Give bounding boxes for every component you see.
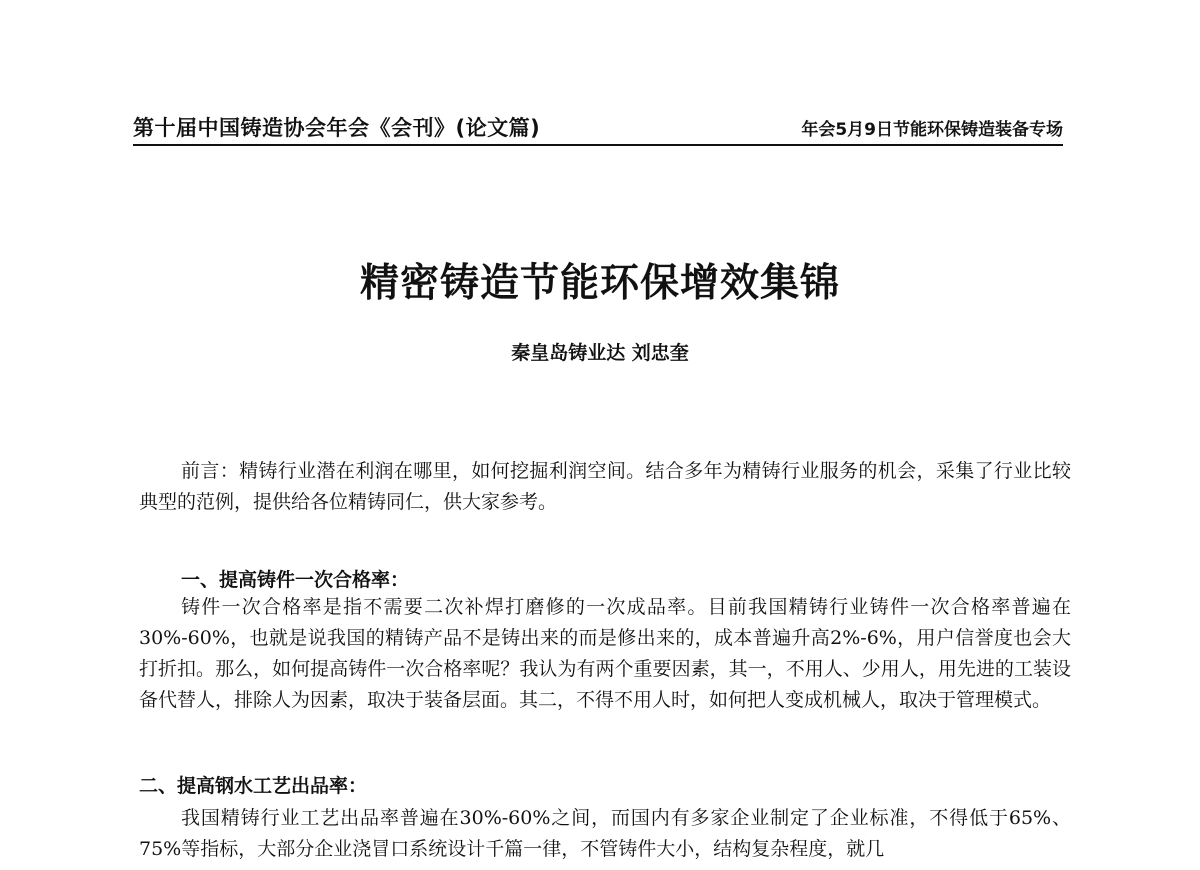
article-title: 精密铸造节能环保增效集锦	[359, 261, 840, 306]
preface-paragraph	[139, 456, 1071, 518]
running-header	[133, 108, 1063, 146]
section-2-paragraph	[139, 803, 1071, 865]
preface-text: 前言：精铸行业潜在利润在哪里，如何挖掘利润空间。结合多年为精铸行业服务的机会，采集了行业比较典型的范例，提供给各位精铸同仁，供大家参考。	[139, 460, 1071, 513]
session-title: 年会5月9日节能环保铸造装备专场	[801, 120, 1063, 140]
section-1-text: 铸件一次合格率是指不需要二次补焊打磨修的一次成品率。目前我国精铸行业铸件一次合格率普遍在30%-60%，也就是说我国的精铸产品不是铸出来的而是修出来的，成本普遍升高2%-6%，用户信誉度也会大打折扣。那么，如何提高铸件一次合格率呢？我认为有两个重要因素，其一，不用人、少用人，用先进的工装设备代替人，排除人为因素，取决于装备层面。其二，不得不用人时，如何把人变成机械人，取决于管理模式。	[139, 596, 1071, 711]
section-1-paragraph	[139, 592, 1071, 716]
section-heading-2: 二、提高钢水工艺出品率：	[139, 775, 368, 797]
section-heading-1: 一、提高铸件一次合格率：	[181, 569, 410, 591]
section-2-text: 我国精铸行业工艺出品率普遍在30%-60%之间，而国内有多家企业制定了企业标准，不得低于65%、75%等指标，大部分企业浇冒口系统设计千篇一律，不管铸件大小，结构复杂程度，就几	[139, 807, 1071, 860]
author-line: 秦皇岛铸业达 刘忠奎	[511, 342, 689, 364]
journal-title: 第十届中国铸造协会年会《会刊》(论文篇)	[133, 116, 541, 140]
